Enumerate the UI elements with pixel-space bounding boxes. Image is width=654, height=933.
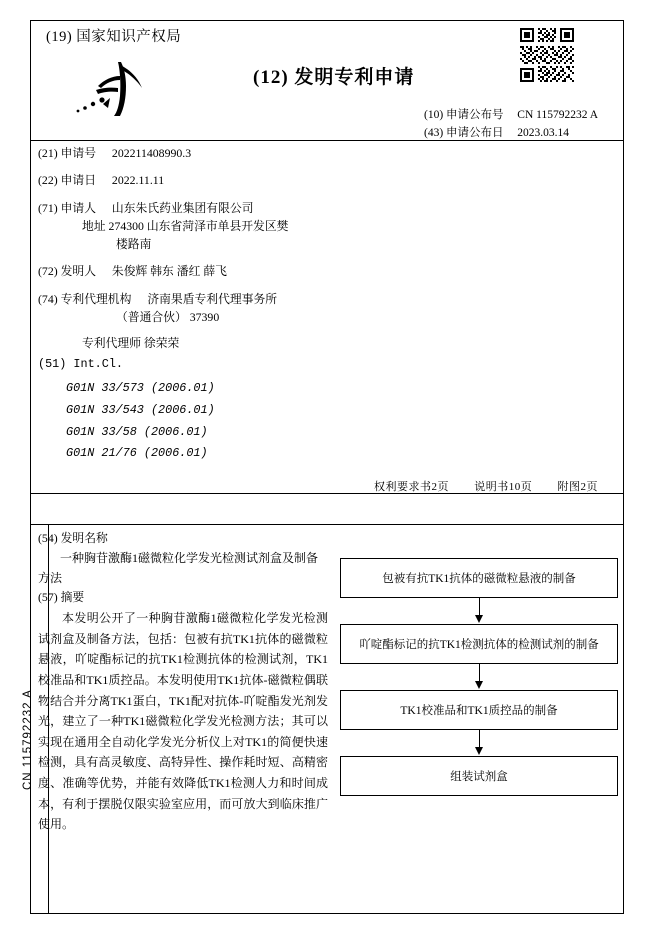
- field-value: 2022.11.11: [111, 173, 165, 188]
- frame-right-line: [623, 20, 624, 913]
- applicant-address-line-1: 地址 274300 山东省菏泽市单县开发区樊: [82, 218, 289, 233]
- field-application-date: [38, 171, 408, 189]
- cnipa-emblem-icon: [58, 58, 158, 120]
- frame-bottom-line: [30, 913, 624, 914]
- ipc-entry: G01N 33/543 (2006.01): [66, 402, 215, 417]
- publication-number-value: CN 115792232 A: [517, 109, 599, 121]
- applicant-address-line-2: 楼路南: [116, 237, 152, 252]
- field-label: 发明人: [60, 264, 97, 279]
- abstract-text: 本发明公开了一种胸苷激酶1磁微粒化学发光检测试剂盒及制备方法，包括：包被有抗TK1抗体的磁微粒悬液，吖啶酯标记的抗TK1检测抗体的检测试剂，TK1校准品和TK1质控品。本发明使用TK1抗体-磁微粒偶联物结合并分离TK1蛋白，TK1配对抗体-吖啶酯发光剂发光，建立了一种TK1磁微粒化学发光检测方法；其可以实现在通用全自动化学发光分析仪上对TK1的简便快速检测，具有高灵敏度、高特异性、操作耗时短、高精密度、准确等优势，并能有效降低TK1检测人力和时间成本，有利于摆脱仅限实验室应用，而可放大到临床推广使用。: [38, 611, 328, 832]
- field-value: 202211408990.3: [111, 146, 192, 160]
- separator-line-header: [30, 140, 624, 141]
- agency-registration-line: （普通合伙） 37390: [116, 309, 220, 324]
- ipc-entry: G01N 33/573 (2006.01): [66, 381, 215, 395]
- invention-title-code: (54): [38, 531, 58, 545]
- drawings-page-count: 附图2页: [557, 481, 598, 493]
- page-counts: [374, 478, 598, 494]
- flow-step-2: 吖啶酯标记的抗TK1检测抗体的检测试剂的制备: [340, 624, 618, 664]
- office-code: (19): [46, 29, 73, 45]
- field-inventors: [38, 262, 408, 280]
- office-name: 国家知识产权局: [76, 29, 182, 45]
- flow-step-4: 组装试剂盒: [340, 756, 618, 796]
- bibliographic-data: [38, 144, 408, 362]
- flow-arrow-3: [340, 730, 618, 756]
- abstract-code: (57): [38, 590, 58, 604]
- claims-page-count: 权利要求书2页: [374, 481, 449, 493]
- field-value: 济南果盾专利代理事务所: [147, 291, 278, 306]
- separator-line-abstract: [30, 524, 624, 525]
- ipc-classification-list: [66, 378, 215, 465]
- field-label: 申请日: [60, 173, 97, 188]
- ipc-entry: G01N 21/76 (2006.01): [66, 446, 208, 461]
- qr-code-icon: [520, 28, 574, 82]
- field-code: (21): [38, 146, 58, 160]
- field-patent-agency: [38, 290, 408, 353]
- publication-number-label: (10) 申请公布号: [424, 109, 504, 121]
- field-label: 专利代理机构: [60, 291, 132, 306]
- field-label: 申请人: [60, 200, 97, 215]
- flow-step-1: 包被有抗TK1抗体的磁微粒悬液的制备: [340, 558, 618, 598]
- side-publication-code: CN 115792232 A: [22, 689, 34, 790]
- ipc-entry: G01N 33/58 (2006.01): [66, 424, 208, 439]
- issuing-office: [46, 25, 181, 46]
- abstract-flowchart: [340, 558, 618, 796]
- publication-number: [424, 106, 598, 122]
- field-code: (72): [38, 264, 58, 279]
- publication-date-value: 2023.03.14: [517, 127, 570, 139]
- ipc-code: (51): [38, 357, 67, 371]
- abstract-label: 摘要: [60, 590, 85, 604]
- ipc-label: Int.Cl.: [73, 357, 123, 371]
- field-code: (22): [38, 173, 58, 188]
- description-page-count: 说明书10页: [474, 481, 533, 493]
- patent-attorney-line: 专利代理师 徐荣荣: [82, 336, 180, 351]
- field-applicant: [38, 199, 408, 254]
- kind-title-text: 发明专利申请: [294, 67, 415, 88]
- publication-date: [424, 124, 569, 140]
- document-kind-title: [253, 62, 414, 89]
- field-code: (74): [38, 291, 58, 306]
- field-application-number: [38, 144, 408, 162]
- field-value: 朱俊辉 韩东 潘红 薛飞: [111, 264, 227, 279]
- invention-title-text: 一种胸苷激酶1磁微粒化学发光检测试剂盒及制备方法: [38, 551, 319, 585]
- field-code: (71): [38, 200, 58, 215]
- invention-title-label: 发明名称: [60, 531, 108, 545]
- field-value: 山东朱氏药业集团有限公司: [111, 200, 254, 215]
- publication-date-label: (43) 申请公布日: [424, 127, 504, 139]
- abstract-heading: [38, 588, 84, 605]
- ipc-heading: [38, 357, 123, 371]
- flow-arrow-1: [340, 598, 618, 624]
- invention-title-heading: [38, 529, 108, 546]
- frame-top-line: [30, 20, 624, 21]
- kind-code: (12): [253, 67, 289, 88]
- flow-arrow-2: [340, 664, 618, 690]
- field-label: 申请号: [60, 146, 97, 160]
- flow-step-3: TK1校准品和TK1质控品的制备: [340, 690, 618, 730]
